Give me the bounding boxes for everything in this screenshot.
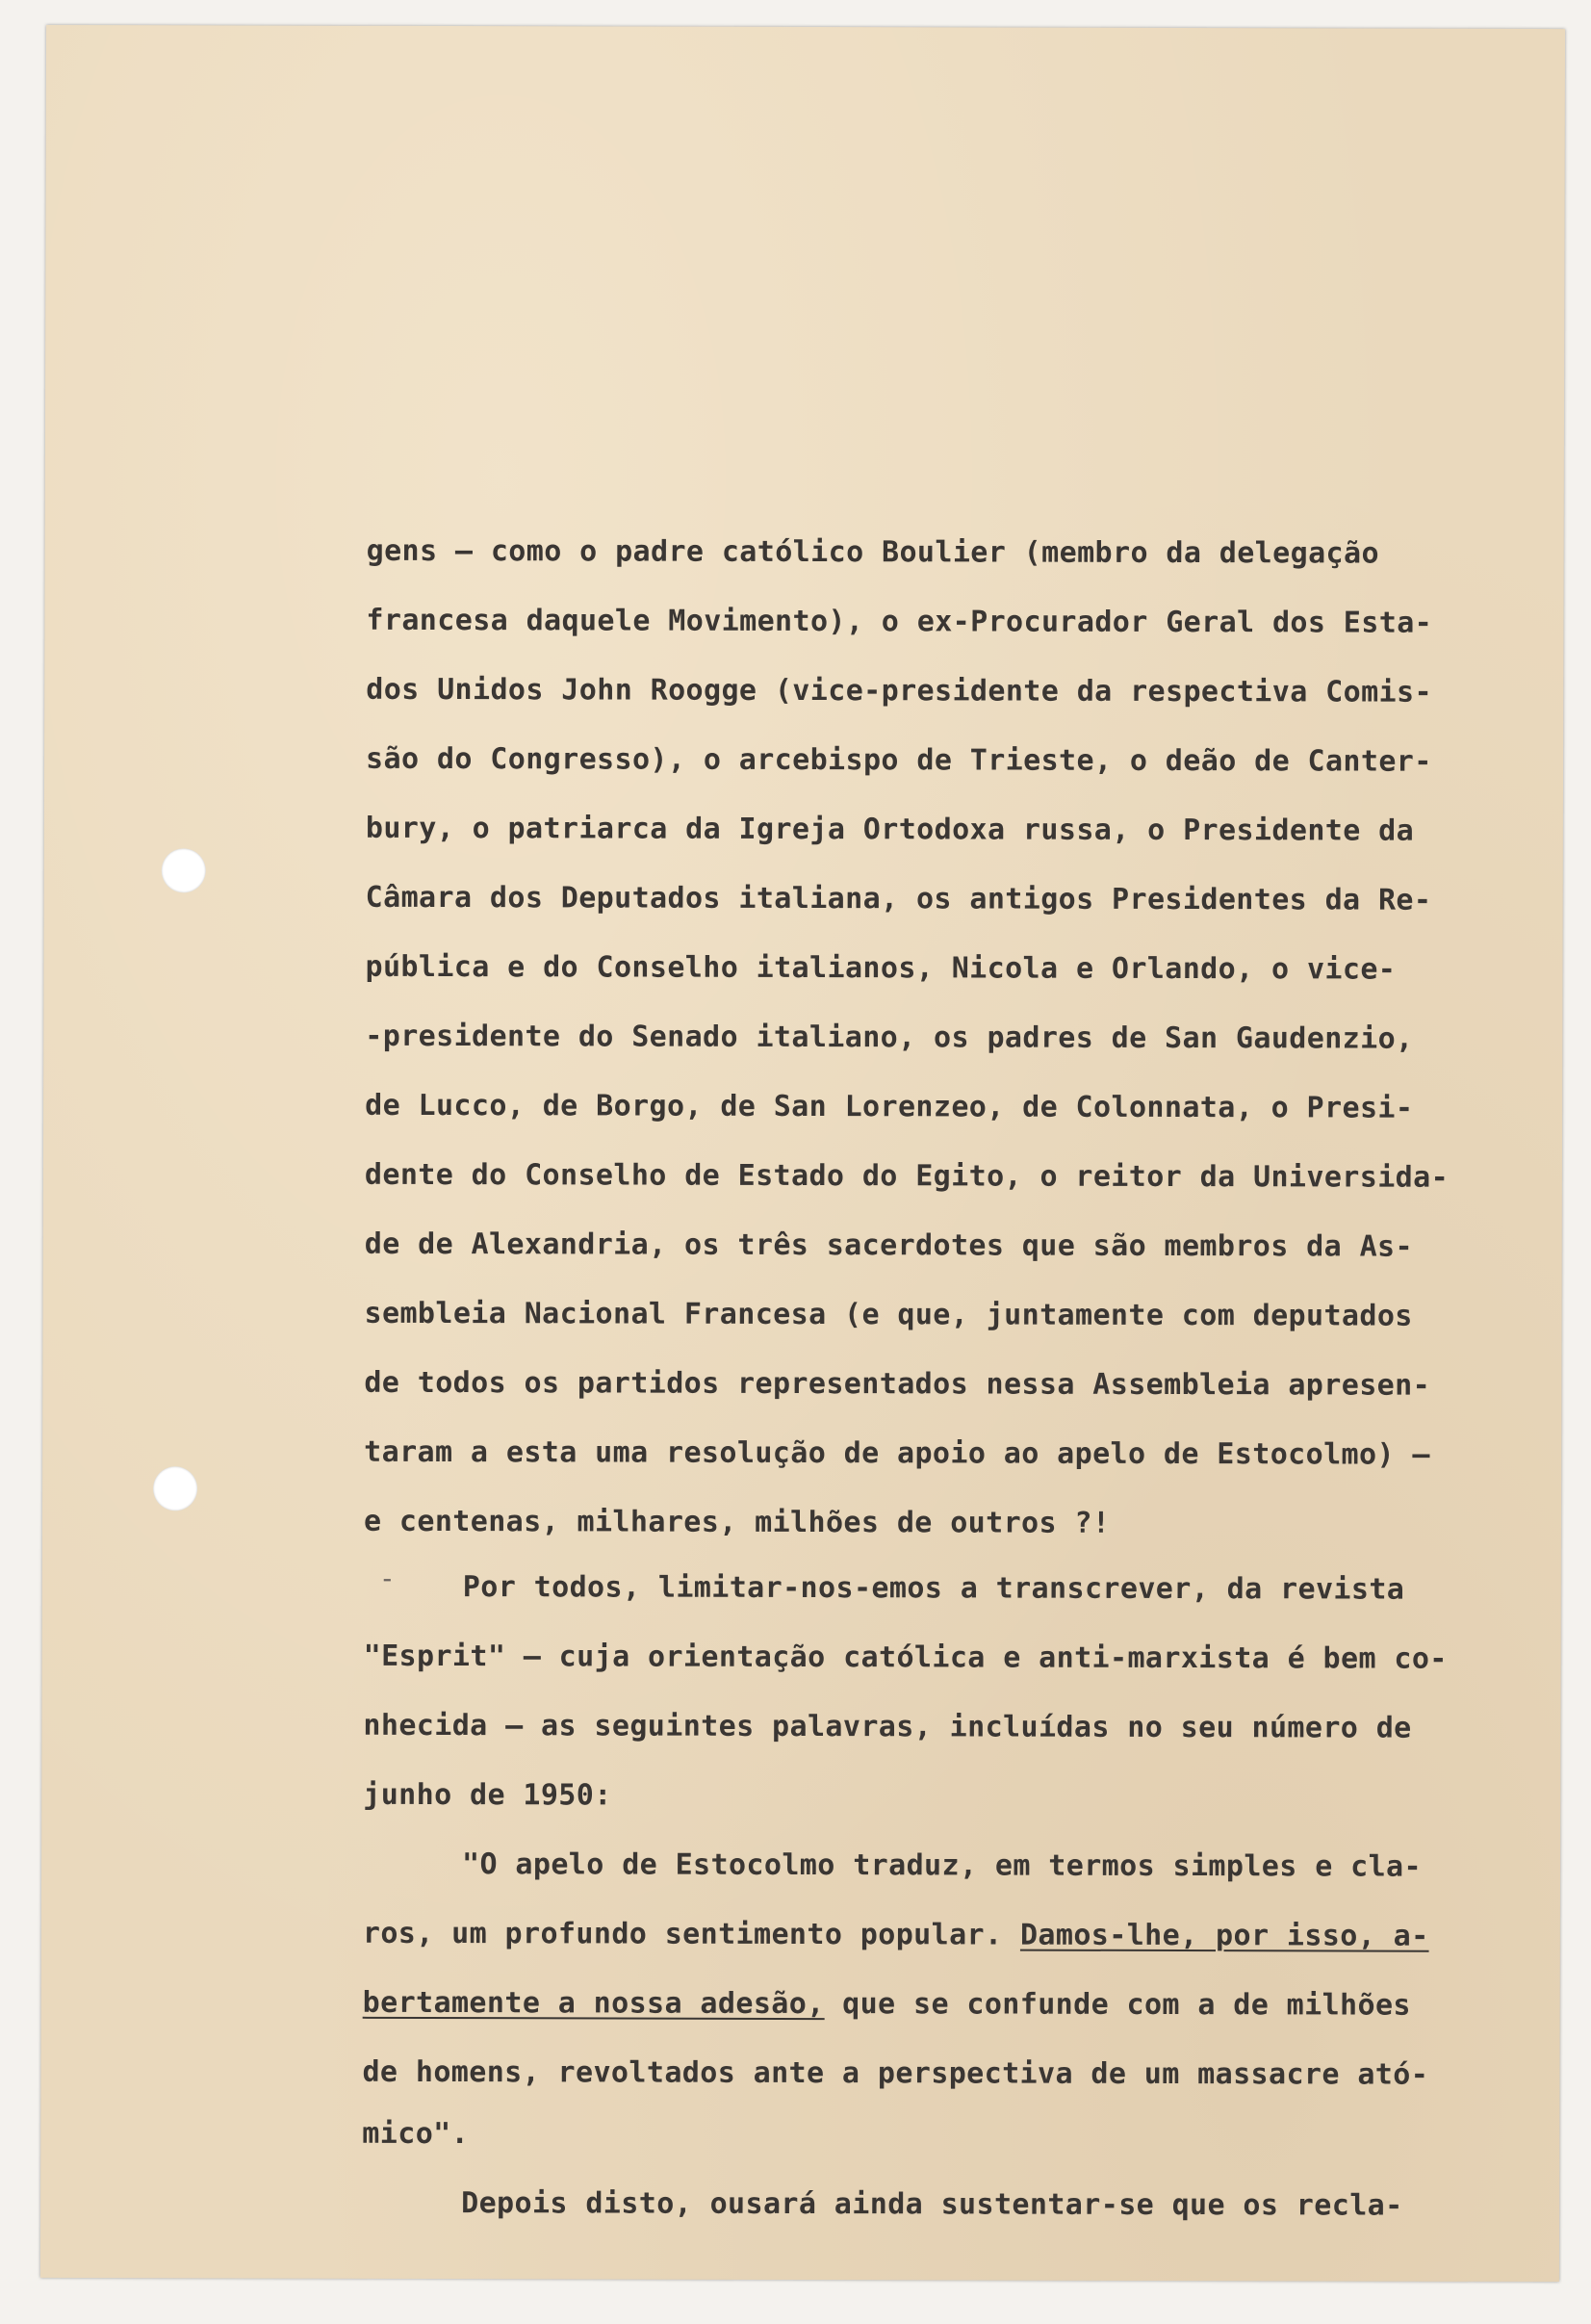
- quote-segment: ros, um profundo sentimento popular.: [362, 1916, 1003, 1952]
- text-line: sembleia Nacional Francesa (e que, juntamente com deputados: [364, 1296, 1413, 1333]
- text-line: pública e do Conselho italianos, Nicola e Orlando, o vice-: [365, 949, 1397, 987]
- text-line: -presidente do Senado italiano, os padres de San Gaudenzio,: [365, 1019, 1414, 1056]
- underlined-segment: Damos-lhe, por isso, a-: [1019, 1918, 1429, 1953]
- text-line: e centenas, milhares, milhões de outros ?!: [363, 1504, 1111, 1540]
- text-line: de todos os partidos representados nessa Assembleia apresen-: [364, 1365, 1431, 1403]
- text-line: são do Congresso), o arcebispo de Trieste, o deão de Canter-: [366, 741, 1432, 779]
- text-line: Depois disto, ousará ainda sustentar-se que os recla-: [461, 2186, 1403, 2223]
- margin-mark: -: [378, 1562, 396, 1594]
- text-line: de Lucco, de Borgo, de San Lorenzeo, de Colonnata, o Presi-: [365, 1088, 1414, 1125]
- quote-line: "O apelo de Estocolmo traduz, em termos simples e cla-: [462, 1847, 1423, 1884]
- text-line: "Esprit" — cuja orientação católica e anti-marxista é bem co-: [363, 1639, 1448, 1676]
- text-line: gens — como o padre católico Boulier (membro da delegação: [366, 533, 1379, 571]
- text-line: francesa daquele Movimento), o ex-Procurador Geral dos Esta-: [366, 603, 1433, 640]
- quote-segment: que se confunde com a de milhões: [842, 1987, 1411, 2023]
- underlined-segment: bertamente a nossa adesão,: [362, 1985, 825, 2022]
- text-line: nhecida — as seguintes palavras, incluídas no seu número de: [363, 1708, 1412, 1745]
- quote-line: mico".: [362, 2116, 470, 2152]
- text-line: Por todos, limitar-nos-emos a transcrever, da revista: [462, 1570, 1405, 1607]
- text-line: dente do Conselho de Estado do Egito, o reitor da Universida-: [364, 1157, 1450, 1195]
- quote-line: [363, 1986, 1411, 2023]
- text-line: bury, o patriarca da Igreja Ortodoxa russa, o Presidente da: [365, 811, 1415, 848]
- text-line: de de Alexandria, os três sacerdotes que são membros da As-: [364, 1227, 1414, 1264]
- text-line: junho de 1950:: [363, 1777, 612, 1813]
- quote-line: de homens, revoltados ante a perspectiva de um massacre ató-: [362, 2054, 1429, 2092]
- typewritten-page: [40, 25, 1565, 2282]
- quote-line: [363, 1917, 1429, 1953]
- typewritten-text: [40, 25, 1565, 2282]
- text-line: dos Unidos John Roogge (vice-presidente da respectiva Comis-: [366, 672, 1433, 710]
- text-line: Câmara dos Deputados italiana, os antigos Presidentes da Re-: [365, 880, 1432, 917]
- text-line: taram a esta uma resolução de apoio ao apelo de Estocolmo) —: [364, 1434, 1430, 1472]
